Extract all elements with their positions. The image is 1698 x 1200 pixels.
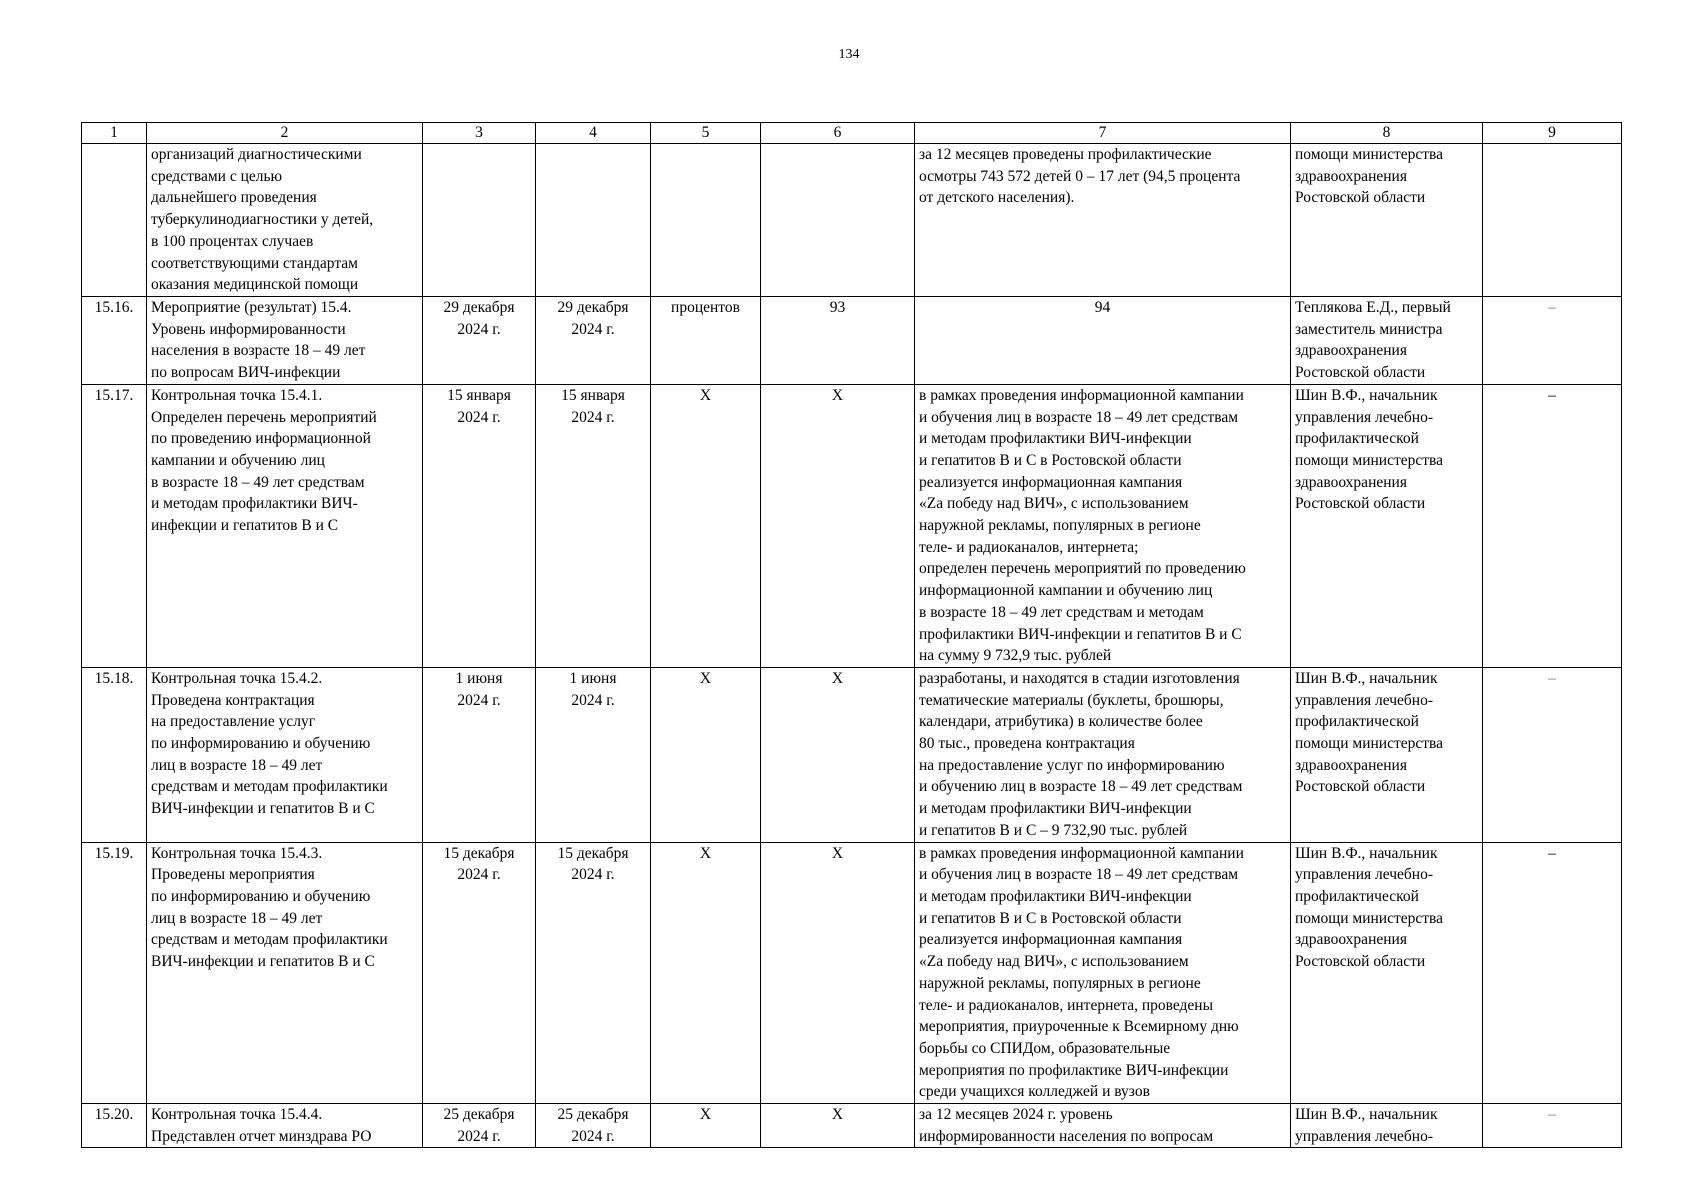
table-row [82,144,1622,297]
table-row [82,1104,1622,1148]
column-header: 1 [82,123,147,144]
column-header: 7 [915,123,1291,144]
column-header: 3 [423,123,536,144]
start-date: 1 июня 2024 г. [423,667,536,842]
result-text: разработаны, и находятся в стадии изготовления тематические материалы (буклеты, брошюры, календари, атрибутика) в количестве более 80 тыс., проведена контрактация на предоставление услуг по информированию и обучению лиц в возрасте 18 – 49 лет средствам и методам профилактики ВИЧ-инфекции и гепатитов В и С – 9 732,90 тыс. рублей [915,667,1291,842]
row-number: 15.17. [82,384,147,667]
responsible: Теплякова Е.Д., первый заместитель министра здравоохранения Ростовской области [1291,297,1483,385]
unit: Х [651,384,761,667]
table-header-row [82,123,1622,144]
column-header: 5 [651,123,761,144]
responsible: Шин В.Ф., начальник управления лечебно- профилактической помощи министерства здравоохранения Ростовской области [1291,384,1483,667]
plan-value [761,144,915,297]
unit [651,144,761,297]
result-text: за 12 месяцев 2024 г. уровень информированности населения по вопросам [915,1104,1291,1148]
responsible: Шин В.Ф., начальник управления лечебно- профилактической помощи министерства здравоохранения Ростовской области [1291,842,1483,1103]
end-date: 1 июня 2024 г. [536,667,651,842]
result-text: в рамках проведения информационной кампании и обучения лиц в возрасте 18 – 49 лет средствам и методам профилактики ВИЧ-инфекции и гепатитов В и С в Ростовской области реализуется информационная кампания «Zа победу над ВИЧ», с использованием наружной рекламы, популярных в регионе теле- и радиоканалов, интернета, проведены мероприятия, приуроченные к Всемирному дню борьбы со СПИДом, образовательные мероприятия по профилактике ВИЧ-инфекции среди учащихся колледжей и вузов [915,842,1291,1103]
end-date [536,144,651,297]
activity-name: Контрольная точка 15.4.1. Определен перечень мероприятий по проведению информационной кампании и обучению лиц в возрасте 18 – 49 лет средствам и методам профилактики ВИЧ- инфекции и гепатитов В и С [147,384,423,667]
note: – [1483,384,1622,667]
unit: процентов [651,297,761,385]
report-table [81,122,1622,1148]
note: – [1483,1104,1622,1148]
row-number: 15.19. [82,842,147,1103]
row-number: 15.16. [82,297,147,385]
note: – [1483,842,1622,1103]
note: – [1483,667,1622,842]
end-date: 29 декабря 2024 г. [536,297,651,385]
plan-value: Х [761,384,915,667]
row-number [82,144,147,297]
column-header: 2 [147,123,423,144]
result-text: в рамках проведения информационной кампании и обучения лиц в возрасте 18 – 49 лет средствам и методам профилактики ВИЧ-инфекции и гепатитов В и С в Ростовской области реализуется информационная кампания «Zа победу над ВИЧ», с использованием наружной рекламы, популярных в регионе теле- и радиоканалов, интернета; определен перечень мероприятий по проведению информационной кампании и обучению лиц в возрасте 18 – 49 лет средствам и методам профилактики ВИЧ-инфекции и гепатитов В и С на сумму 9 732,9 тыс. рублей [915,384,1291,667]
plan-value: Х [761,842,915,1103]
activity-name: организаций диагностическими средствами с целью дальнейшего проведения туберкулинодиагностики у детей, в 100 процентах случаев соответствующими стандартам оказания медицинской помощи [147,144,423,297]
unit: Х [651,842,761,1103]
result-text: 94 [915,297,1291,385]
row-number: 15.18. [82,667,147,842]
note [1483,144,1622,297]
responsible: Шин В.Ф., начальник управления лечебно- профилактической помощи министерства здравоохранения Ростовской области [1291,667,1483,842]
start-date [423,144,536,297]
column-header: 8 [1291,123,1483,144]
start-date: 25 декабря 2024 г. [423,1104,536,1148]
column-header: 4 [536,123,651,144]
column-header: 9 [1483,123,1622,144]
plan-value: Х [761,1104,915,1148]
unit: Х [651,1104,761,1148]
plan-value: 93 [761,297,915,385]
start-date: 29 декабря 2024 г. [423,297,536,385]
table-row [82,297,1622,385]
responsible: Шин В.Ф., начальник управления лечебно- [1291,1104,1483,1148]
result-text: за 12 месяцев проведены профилактические осмотры 743 572 детей 0 – 17 лет (94,5 процента от детского населения). [915,144,1291,297]
plan-value: Х [761,667,915,842]
table-row [82,384,1622,667]
start-date: 15 января 2024 г. [423,384,536,667]
note: – [1483,297,1622,385]
end-date: 15 декабря 2024 г. [536,842,651,1103]
end-date: 15 января 2024 г. [536,384,651,667]
end-date: 25 декабря 2024 г. [536,1104,651,1148]
activity-name: Контрольная точка 15.4.4. Представлен отчет минздрава РО [147,1104,423,1148]
page-number: 134 [838,47,860,62]
activity-name: Контрольная точка 15.4.2. Проведена контрактация на предоставление услуг по информированию и обучению лиц в возрасте 18 – 49 лет средствам и методам профилактики ВИЧ-инфекции и гепатитов В и С [147,667,423,842]
start-date: 15 декабря 2024 г. [423,842,536,1103]
table-row [82,667,1622,842]
row-number: 15.20. [82,1104,147,1148]
activity-name: Мероприятие (результат) 15.4. Уровень информированности населения в возрасте 18 – 49 лет по вопросам ВИЧ-инфекции [147,297,423,385]
column-header: 6 [761,123,915,144]
responsible: помощи министерства здравоохранения Ростовской области [1291,144,1483,297]
unit: Х [651,667,761,842]
activity-name: Контрольная точка 15.4.3. Проведены мероприятия по информированию и обучению лиц в возрасте 18 – 49 лет средствам и методам профилактики ВИЧ-инфекции и гепатитов В и С [147,842,423,1103]
table-row [82,842,1622,1103]
